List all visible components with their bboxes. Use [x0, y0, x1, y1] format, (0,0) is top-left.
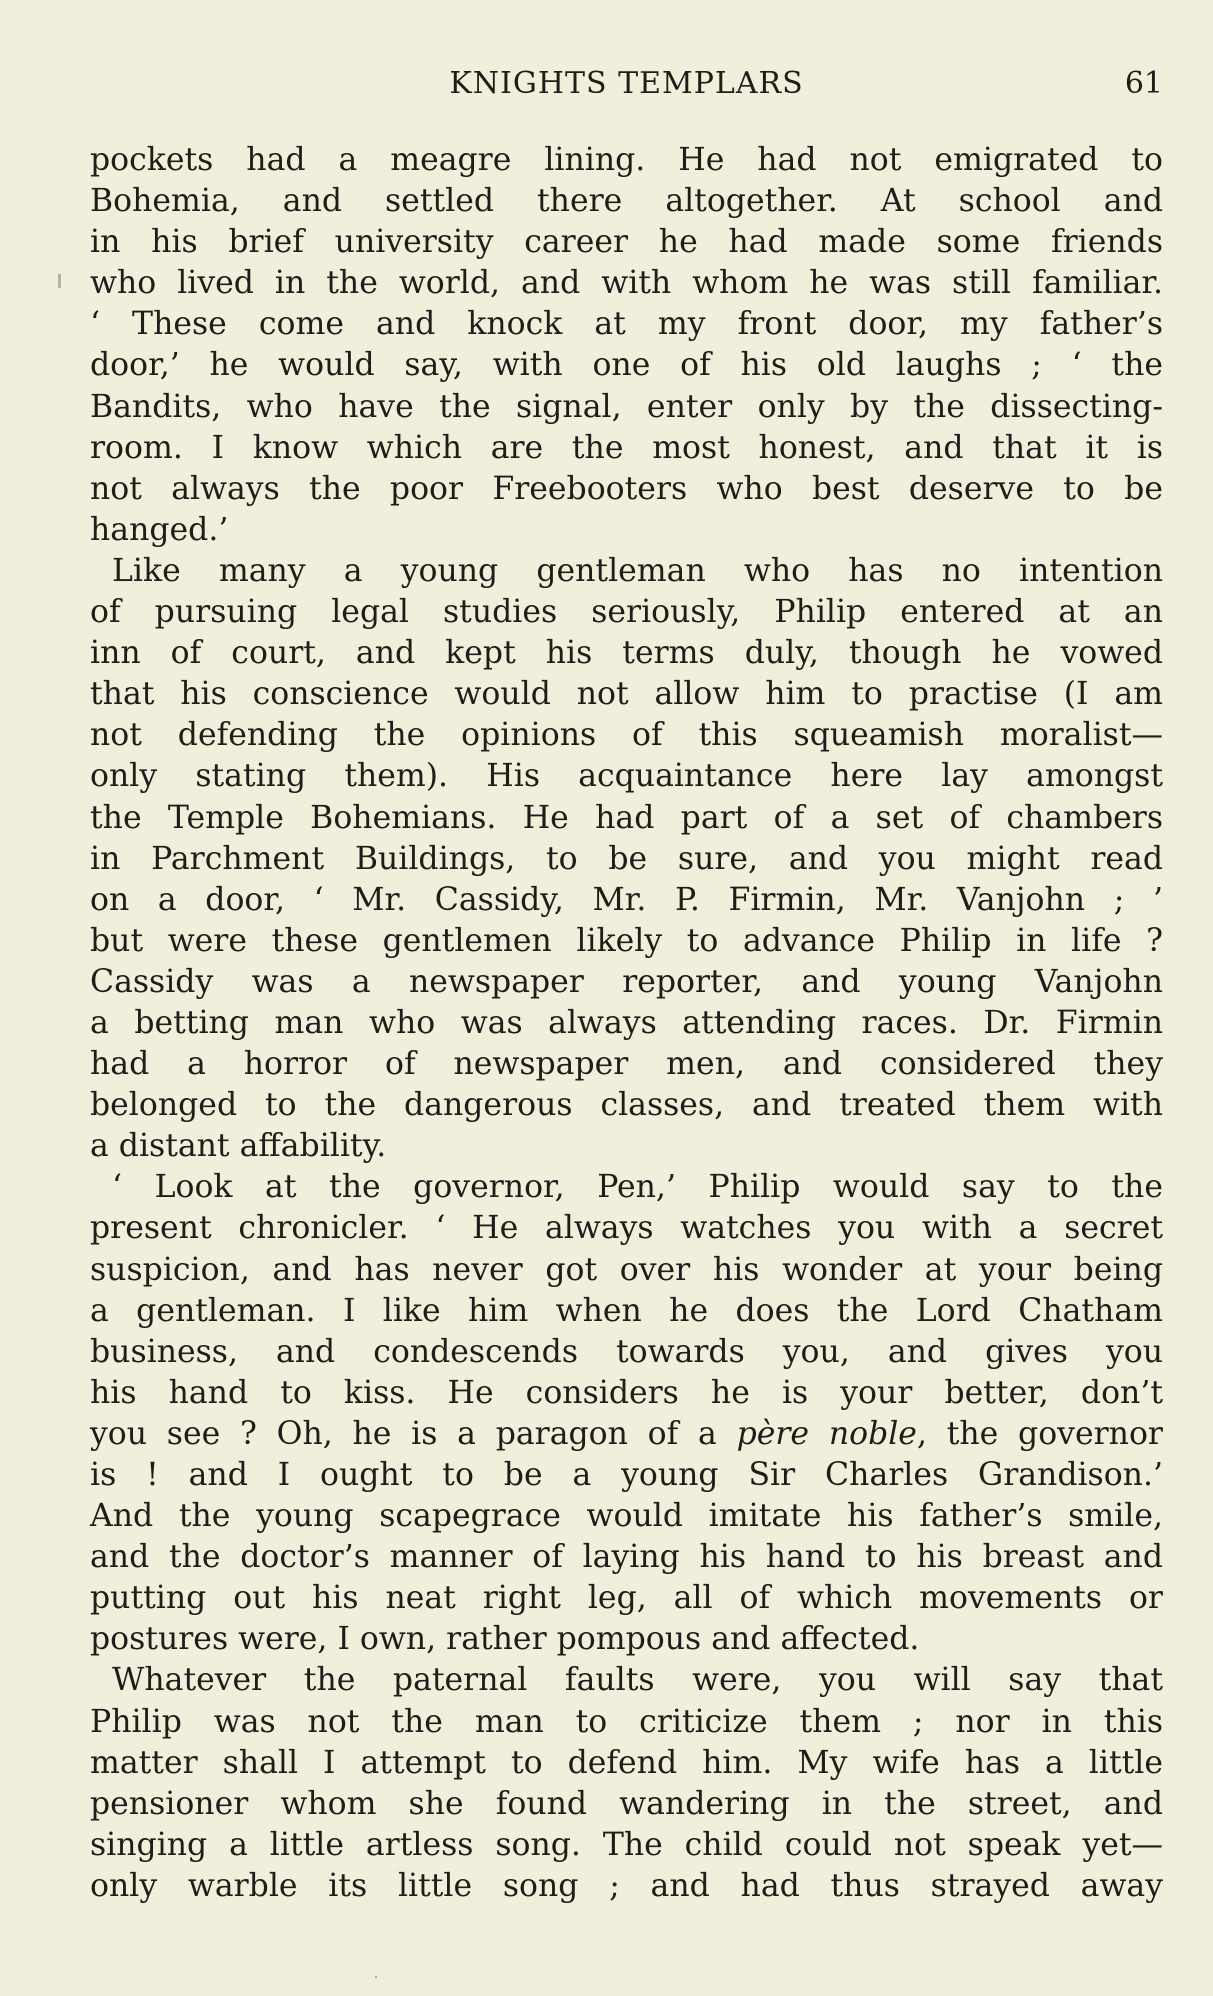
text-line: Bandits, who have the signal, enter only by the dissecting- [90, 388, 1163, 425]
text-line: suspicion, and has never got over his wonder at your being [90, 1251, 1163, 1288]
text-line: putting out his neat right leg, all of which movements or [90, 1580, 1163, 1617]
text-line: a gentleman. I like him when he does the Lord Chatham [90, 1292, 1163, 1329]
text-line: postures were, I own, rather pompous and affected. [90, 1621, 920, 1658]
text-line: in his brief university career he had made some friends [90, 224, 1163, 261]
running-head [90, 62, 1163, 106]
text-line: only warble its little song ; and had thus strayed away [90, 1867, 1163, 1904]
text-line: pockets had a meagre lining. He had not emigrated to [90, 142, 1163, 178]
text-line: And the young scapegrace would imitate his father’s smile, [90, 1498, 1163, 1535]
text-line: ‘ Look at the governor, Pen,’ Philip would say to the [112, 1169, 1163, 1206]
text-line: a distant affability. [90, 1128, 387, 1165]
body-text [90, 140, 1163, 1907]
text-line: on a door, ‘ Mr. Cassidy, Mr. P. Firmin, Mr. Vanjohn ; ’ [90, 881, 1163, 918]
text-line: present chronicler. ‘ He always watches you with a secret [90, 1210, 1163, 1247]
text-line: room. I know which are the most honest, and that it is [90, 429, 1163, 466]
running-title: KNIGHTS TEMPLARS [449, 66, 804, 101]
text-line: Bohemia, and settled there altogether. At school and [90, 183, 1163, 220]
paper-speck [375, 1976, 377, 1978]
text-line: but were these gentlemen likely to advance Philip in life ? [90, 922, 1163, 959]
text-line: a betting man who was always attending races. Dr. Firmin [90, 1004, 1163, 1041]
text-line: not always the poor Freebooters who best deserve to be [90, 470, 1163, 507]
text-line: and the doctor’s manner of laying his hand to his breast and [90, 1539, 1163, 1576]
text-line: his hand to kiss. He considers he is your better, don’t [90, 1374, 1163, 1411]
text-line: only stating them). His acquaintance here lay amongst [90, 758, 1163, 795]
margin-mark [58, 274, 61, 288]
text-line: hanged.’ [90, 511, 229, 548]
text-line: Philip was not the man to criticize them ; nor in this [90, 1703, 1163, 1740]
text-line: in Parchment Buildings, to be sure, and you might read [90, 840, 1163, 877]
text-line: matter shall I attempt to defend him. My wife has a little [90, 1744, 1163, 1781]
text-line: business, and condescends towards you, and gives you [90, 1333, 1163, 1370]
text-line: Cassidy was a newspaper reporter, and young Vanjohn [90, 963, 1163, 1000]
page-number: 61 [1124, 66, 1163, 101]
text-line: inn of court, and kept his terms duly, though he vowed [90, 635, 1163, 672]
text-line: that his conscience would not allow him to practise (I am [90, 676, 1163, 713]
text-line: the Temple Bohemians. He had part of a set of chambers [90, 799, 1163, 836]
text-line: not defending the opinions of this squeamish moralist— [90, 717, 1163, 754]
text-line: belonged to the dangerous classes, and treated them with [90, 1087, 1163, 1124]
text-line: ‘ These come and knock at my front door, my father’s [90, 306, 1163, 343]
text-line: Whatever the paternal faults were, you will say that [112, 1662, 1163, 1699]
text-line: you see ? Oh, he is a paragon of a père noble, the governor [90, 1415, 1163, 1452]
text-line: Like many a young gentleman who has no intention [112, 552, 1163, 589]
text-line: door,’ he would say, with one of his old laughs ; ‘ the [90, 347, 1163, 384]
text-line: singing a little artless song. The child could not speak yet— [90, 1826, 1163, 1863]
text-line: had a horror of newspaper men, and considered they [90, 1046, 1163, 1083]
text-line: of pursuing legal studies seriously, Philip entered at an [90, 594, 1163, 631]
text-line: who lived in the world, and with whom he was still familiar. [90, 265, 1163, 302]
text-line: is ! and I ought to be a young Sir Charles Grandison.’ [90, 1457, 1163, 1493]
text-line: pensioner whom she found wandering in the street, and [90, 1785, 1163, 1822]
